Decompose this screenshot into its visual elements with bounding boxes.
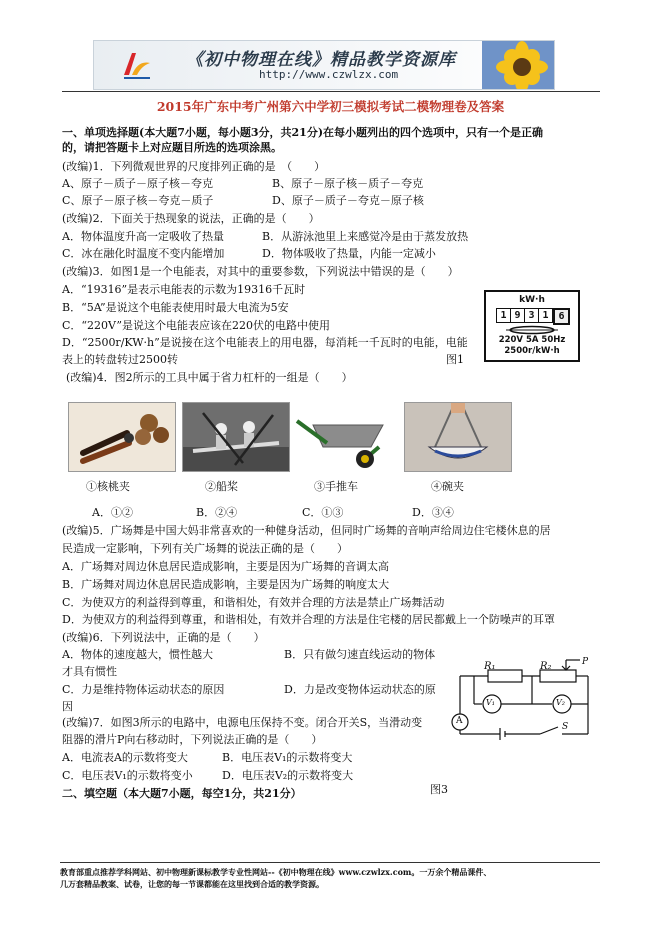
rowing-icon bbox=[183, 403, 289, 471]
header-rule bbox=[62, 91, 600, 92]
meter-rate: 2500r/kW·h bbox=[504, 346, 560, 356]
footer-text-cont: 几万套精品教案、试卷，让您的每一节课都能在这里找到合适的教学资源。 bbox=[60, 879, 324, 889]
q6-option-b-cont: 才具有惯性 bbox=[62, 665, 117, 678]
circuit-diagram bbox=[440, 656, 600, 748]
meter-digit: 9 bbox=[511, 308, 525, 323]
q6-option-d-cont: 因 bbox=[62, 700, 73, 713]
meter-digits bbox=[496, 308, 570, 325]
label-r2: R₂ bbox=[540, 661, 552, 672]
q7-option-b: B．电压表V₁的示数将变大 bbox=[222, 751, 353, 764]
q3-option-d: D．“2500r/KW·h”是说接在这个电能表上的用电器，每消耗一千瓦时的电能，电能 bbox=[62, 336, 468, 349]
q5-stem: (改编)5．广场舞是中国大妈非常喜欢的一种健身活动，但同时广场舞的音响声给周边住宅楼休息的居 bbox=[62, 524, 551, 537]
meter-digit: 1 bbox=[496, 308, 511, 323]
label-v2: V₂ bbox=[556, 698, 565, 707]
q1-option-c: C、原子－原子核－夸克－质子 bbox=[62, 194, 214, 207]
q5-option-a: A．广场舞对周边休息居民造成影响，主要是因为广场舞的音调太高 bbox=[62, 560, 389, 573]
label-p: P bbox=[582, 657, 589, 667]
q4-option-a: A．①② bbox=[92, 506, 133, 519]
site-logo-icon bbox=[120, 47, 154, 81]
bowl-clip-icon bbox=[405, 403, 511, 471]
label-s: S bbox=[562, 722, 569, 732]
nutcracker-photo bbox=[68, 402, 176, 472]
meter-unit: kW·h bbox=[519, 295, 545, 305]
q3-option-b: B．“5A”是说这个电能表使用时最大电流为5安 bbox=[62, 301, 289, 314]
label-a: A bbox=[456, 716, 463, 726]
tool-caption-3: ③手推车 bbox=[314, 480, 358, 493]
meter-digit: 6 bbox=[553, 308, 570, 325]
q2-option-d: D．物体吸收了热量，内能一定减小 bbox=[262, 247, 436, 260]
page-title: 2015年广东中考广州第六中学初三模拟考试二模物理卷及答案 bbox=[156, 99, 505, 114]
banner-title: 《初中物理在线》精品教学资源库 bbox=[186, 50, 456, 70]
q2-option-c: C．冰在融化时温度不变内能增加 bbox=[62, 247, 225, 260]
footer-text: 教育部重点推荐学科网站、初中物理新课标教学专业性网站--《初中物理在线》www.czwlzx.com。一万余个精品课件、 bbox=[60, 867, 492, 877]
q5-option-b: B．广场舞对周边休息居民造成影响，主要是因为广场舞的响度太大 bbox=[62, 578, 390, 591]
q7-stem: (改编)7．如图3所示的电路中，电源电压保持不变。闭合开关S，当滑动变 bbox=[62, 716, 423, 729]
q3-stem: (改编)3．如图1是一个电能表，对其中的重要参数，下列说法中错误的是（ ） bbox=[62, 265, 459, 278]
figure3-caption: 图3 bbox=[430, 783, 448, 796]
section1-heading: 一、单项选择题(本大题7小题，每小题3分，共21分)在每小题列出的四个选项中，只有一个是正确 bbox=[62, 126, 544, 139]
q6-option-c: C．力是维持物体运动状态的原因 bbox=[62, 683, 225, 696]
q7-option-c: C．电压表V₁的示数将变小 bbox=[62, 769, 193, 782]
banner-url: http://www.czwlzx.com bbox=[259, 68, 399, 81]
bowl-clip-photo bbox=[404, 402, 512, 472]
meter-digit: 1 bbox=[539, 308, 553, 323]
q2-option-b: B．从游泳池里上来感觉冷是由于蒸发放热 bbox=[262, 230, 469, 243]
section2-heading: 二、填空题（本大题7小题，每空1分，共21分） bbox=[62, 787, 302, 800]
label-r1: R₁ bbox=[484, 661, 496, 672]
meter-spec: 220V 5A 50Hz bbox=[498, 335, 566, 345]
tool-caption-4: ④碗夹 bbox=[431, 480, 464, 493]
sunflower-icon bbox=[482, 41, 554, 89]
tool-caption-2: ②船桨 bbox=[205, 480, 238, 493]
figure1-caption: 图1 bbox=[446, 353, 464, 366]
q7-option-d: D．电压表V₂的示数将变大 bbox=[222, 769, 354, 782]
q3-option-c: C．“220V”是说这个电能表应该在220伏的电路中使用 bbox=[62, 319, 331, 332]
q6-option-a: A．物体的速度越大，惯性越大 bbox=[62, 648, 213, 661]
q4-option-c: C．①③ bbox=[302, 506, 344, 519]
rowing-photo bbox=[182, 402, 290, 472]
header-banner bbox=[93, 40, 555, 90]
q2-stem: (改编)2．下面关于热现象的说法，正确的是（ ） bbox=[62, 212, 320, 225]
q1-option-d: D、原子－质子－夸克－原子核 bbox=[272, 194, 424, 207]
q5-option-d: D．为使双方的利益得到尊重，和谐相处，有效并合理的方法是住宅楼的居民都戴上一个防噪声的耳罩 bbox=[62, 613, 555, 626]
label-v1: V₁ bbox=[486, 698, 495, 707]
q4-option-d: D．③④ bbox=[412, 506, 454, 519]
wheelbarrow-icon bbox=[293, 403, 399, 471]
q5-option-c: C．为使双方的利益得到尊重，和谐相处，有效并合理的方法是禁止广场舞活动 bbox=[62, 596, 445, 609]
q4-option-b: B．②④ bbox=[196, 506, 238, 519]
wheelbarrow-photo bbox=[292, 402, 400, 472]
q3-option-a: A．“19316”是表示电能表的示数为19316千瓦时 bbox=[62, 283, 306, 296]
meter-digit: 3 bbox=[525, 308, 539, 323]
q7-stem-cont: 阻器的滑片P向右移动时，下列说法正确的是（ ） bbox=[62, 733, 323, 746]
q1-option-b: B、原子－原子核－质子－夸克 bbox=[272, 177, 424, 190]
q7-option-a: A．电流表A的示数将变大 bbox=[62, 751, 188, 764]
q4-stem: (改编)4．图2所示的工具中属于省力杠杆的一组是（ ） bbox=[66, 371, 353, 384]
q2-option-a: A．物体温度升高一定吸收了热量 bbox=[62, 230, 224, 243]
section1-heading-cont: 的，请把答题卡上对应题目所选的选项涂黑。 bbox=[62, 141, 282, 154]
q1-stem: (改编)1．下列微观世界的尺度排列正确的是 （ ） bbox=[62, 160, 326, 173]
meter-dial-icon bbox=[504, 325, 560, 335]
q6-option-d: D．力是改变物体运动状态的原 bbox=[284, 683, 436, 696]
q1-option-a: A、原子－质子－原子核－夸克 bbox=[62, 177, 213, 190]
q5-stem-cont: 民造成一定影响，下列有关广场舞的说法正确的是（ ） bbox=[62, 542, 348, 555]
electric-meter-figure bbox=[484, 290, 580, 362]
q6-stem: (改编)6．下列说法中，正确的是（ ） bbox=[62, 631, 265, 644]
tool-caption-1: ①核桃夹 bbox=[86, 480, 130, 493]
nutcracker-icon bbox=[69, 403, 175, 471]
footer-rule bbox=[60, 862, 600, 863]
q6-option-b: B．只有做匀速直线运动的物体 bbox=[284, 648, 436, 661]
q3-option-d-cont: 表上的转盘转过2500转 bbox=[62, 353, 178, 366]
